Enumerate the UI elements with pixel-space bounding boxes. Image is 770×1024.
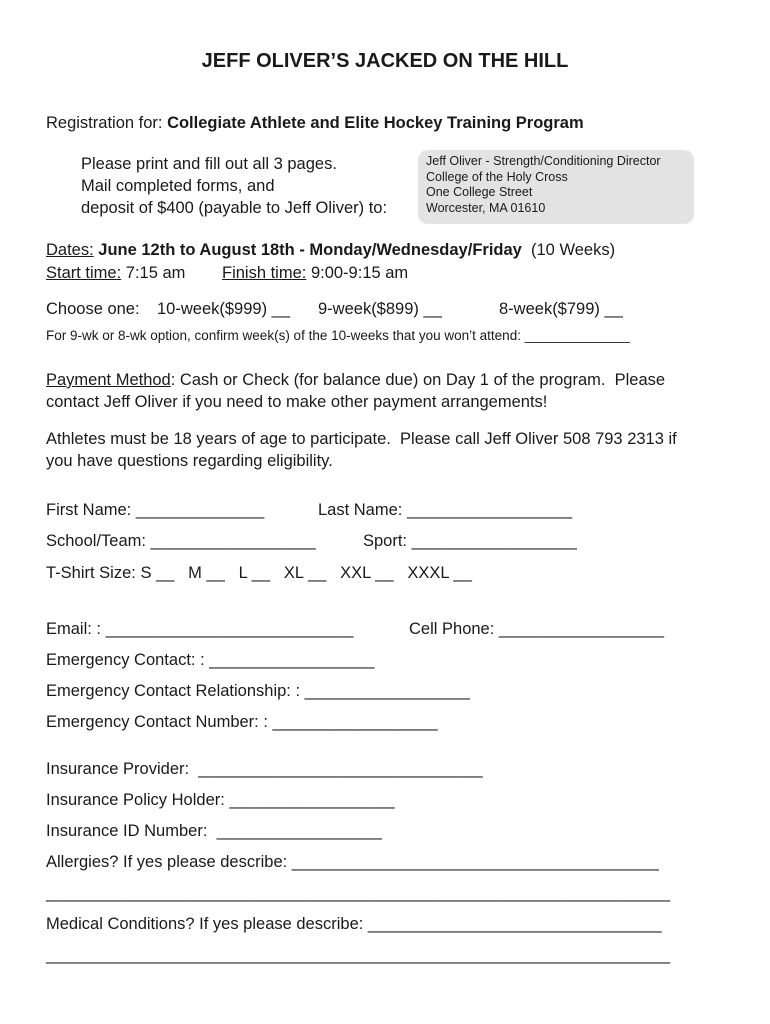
emergency-contact-field[interactable]: Emergency Contact: : __________________ xyxy=(46,651,375,669)
option-10-week[interactable]: 10-week($999) __ xyxy=(157,300,290,318)
sport-field[interactable]: Sport: __________________ xyxy=(363,532,577,550)
address-line: Jeff Oliver - Strength/Conditioning Director xyxy=(426,154,661,168)
payment-line-2: contact Jeff Oliver if you need to make other payment arrangements! xyxy=(46,393,548,411)
first-name-field[interactable]: First Name: ______________ xyxy=(46,501,265,519)
confirm-weeks-field[interactable]: For 9-wk or 8-wk option, confirm week(s) of the 10-weeks that you won’t attend: ______________ xyxy=(46,328,630,343)
tshirt-size-field[interactable]: T-Shirt Size: S __ M __ L __ XL __ XXL __ XXXL __ xyxy=(46,564,472,582)
instruction-line-3: deposit of $400 (payable to Jeff Oliver) to: xyxy=(81,199,388,217)
start-time-value: 7:15 am xyxy=(121,264,186,282)
dates-line xyxy=(46,241,615,260)
insurance-provider-field[interactable]: Insurance Provider: _______________________________ xyxy=(46,760,483,778)
choose-one-label: Choose one: xyxy=(46,300,140,318)
page-title: JEFF OLIVER’S JACKED ON THE HILL xyxy=(201,50,569,72)
emergency-relationship-field[interactable]: Emergency Contact Relationship: : __________________ xyxy=(46,682,470,700)
policy-holder-field[interactable]: Insurance Policy Holder: __________________ xyxy=(46,791,395,809)
start-time-label: Start time: xyxy=(46,264,122,282)
program-name: Collegiate Athlete and Elite Hockey Training Program xyxy=(167,114,584,132)
insurance-id-field[interactable]: Insurance ID Number: __________________ xyxy=(46,822,382,840)
finish-time-value: 9:00-9:15 am xyxy=(306,264,409,282)
start-time xyxy=(46,264,185,283)
school-team-field[interactable]: School/Team: __________________ xyxy=(46,532,316,550)
allergies-field-line-2[interactable]: ____________________________________________________________________ xyxy=(46,884,671,902)
payment-text: : Cash or Check (for balance due) on Day 1 of the program. Please xyxy=(170,371,666,389)
last-name-field[interactable]: Last Name: __________________ xyxy=(318,501,573,519)
dates-weeks: (10 Weeks) xyxy=(521,241,616,259)
finish-time xyxy=(222,264,408,283)
medical-conditions-field[interactable]: Medical Conditions? If yes please describe: ________________________________ xyxy=(46,915,662,933)
address-line: One College Street xyxy=(426,185,533,199)
mailing-address-box xyxy=(418,150,694,224)
email-field[interactable]: Email: : ___________________________ xyxy=(46,620,354,638)
allergies-field[interactable]: Allergies? If yes please describe: ________________________________________ xyxy=(46,853,659,871)
address-line: College of the Holy Cross xyxy=(426,169,568,184)
finish-time-label: Finish time: xyxy=(222,264,307,282)
age-line-1: Athletes must be 18 years of age to participate. Please call Jeff Oliver 508 793 2313 if xyxy=(46,430,677,448)
emergency-number-field[interactable]: Emergency Contact Number: : __________________ xyxy=(46,713,438,731)
instruction-line-2: Mail completed forms, and xyxy=(81,177,275,195)
payment-line-1 xyxy=(46,371,665,390)
address-line: Worcester, MA 01610 xyxy=(426,200,546,215)
option-8-week[interactable]: 8-week($799) __ xyxy=(499,300,623,318)
registration-label: Registration for: xyxy=(46,114,168,132)
registration-line xyxy=(46,114,584,133)
payment-label: Payment Method xyxy=(46,371,171,389)
cell-phone-field[interactable]: Cell Phone: __________________ xyxy=(409,620,665,638)
option-9-week[interactable]: 9-week($899) __ xyxy=(318,300,442,318)
instruction-line-1: Please print and fill out all 3 pages. xyxy=(81,155,337,173)
medical-conditions-field-line-2[interactable]: ____________________________________________________________________ xyxy=(46,946,671,964)
age-line-2: you have questions regarding eligibility. xyxy=(46,452,333,470)
dates-label: Dates: xyxy=(46,241,94,259)
dates-value: June 12th to August 18th - Monday/Wednesday/Friday xyxy=(93,241,522,259)
